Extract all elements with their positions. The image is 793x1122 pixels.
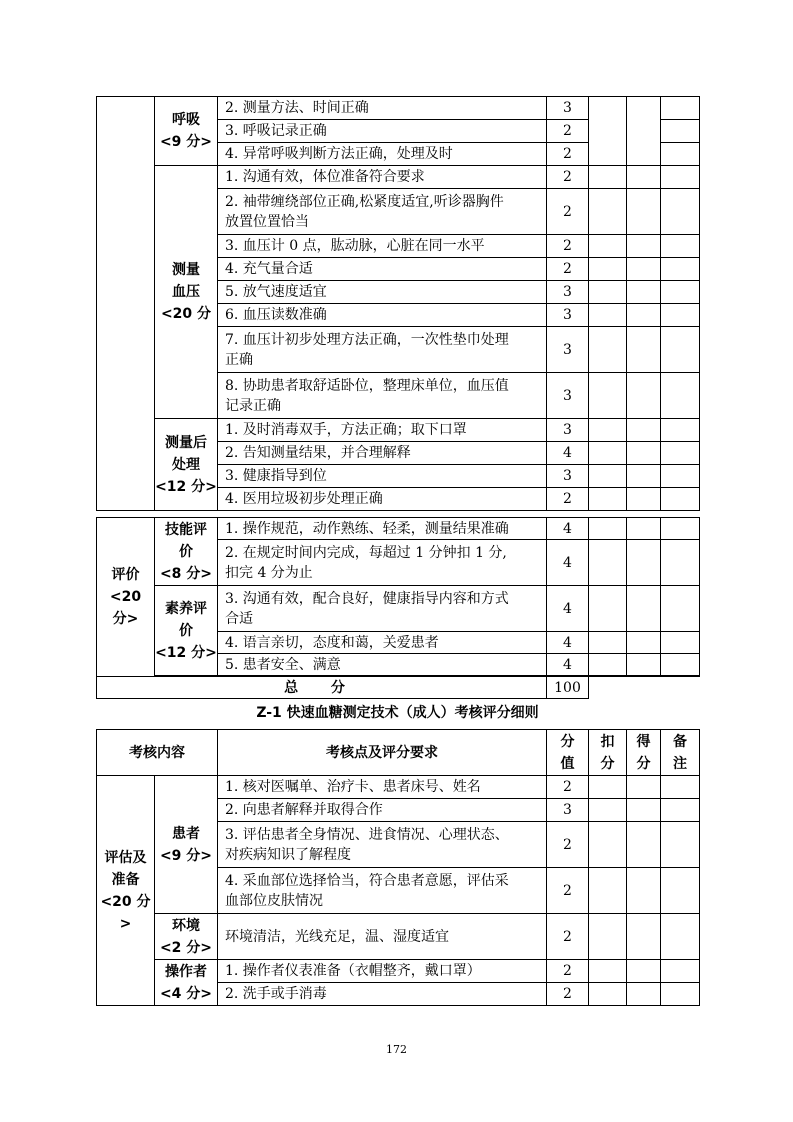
item-text: 5. 患者安全、满意 xyxy=(218,654,547,676)
category-breathing: 呼吸 <9 分> xyxy=(155,97,218,166)
item-text: 8. 协助患者取舒适卧位，整理床单位，血压值 记录正确 xyxy=(218,373,547,419)
deduct-cell[interactable] xyxy=(589,97,627,166)
total-label: 总 分 xyxy=(97,677,547,699)
header-deduct: 扣 分 xyxy=(589,730,627,776)
item-text: 4. 语言亲切，态度和蔼，关爱患者 xyxy=(218,632,547,654)
header-got: 得 分 xyxy=(627,730,661,776)
header-points: 考核点及评分要求 xyxy=(218,730,547,776)
table-row xyxy=(97,776,700,799)
note-cell[interactable] xyxy=(661,373,700,419)
category-post-measurement: 测量后 处理 <12 分> xyxy=(155,419,218,511)
deduct-cell[interactable] xyxy=(589,632,627,654)
item-text: 3. 沟通有效，配合良好，健康指导内容和方式 合适 xyxy=(218,586,547,632)
blood-glucose-scoring-table xyxy=(96,729,700,1006)
item-text: 环境清洁，光线充足，温、湿度适宜 xyxy=(218,914,547,960)
item-score: 2 xyxy=(547,189,589,235)
got-cell[interactable] xyxy=(627,518,661,540)
note-cell[interactable] xyxy=(661,540,700,586)
deduct-cell[interactable] xyxy=(589,189,627,235)
deduct-cell[interactable] xyxy=(589,373,627,419)
got-cell[interactable] xyxy=(627,799,661,822)
deduct-cell[interactable] xyxy=(589,518,627,540)
got-cell[interactable] xyxy=(627,776,661,799)
page-number: 172 xyxy=(386,1043,407,1056)
note-cell[interactable] xyxy=(661,983,700,1006)
evaluation-table xyxy=(96,517,700,699)
deduct-cell[interactable] xyxy=(589,281,627,304)
category-skill-evaluation: 技能评 价 <8 分> xyxy=(155,518,218,586)
table-row xyxy=(97,97,700,120)
got-cell[interactable] xyxy=(627,632,661,654)
note-cell[interactable] xyxy=(661,465,700,488)
note-cell[interactable] xyxy=(661,258,700,281)
note-cell[interactable] xyxy=(661,960,700,983)
deduct-cell[interactable] xyxy=(589,799,627,822)
note-cell[interactable] xyxy=(661,518,700,540)
item-score: 2 xyxy=(547,120,589,143)
note-cell[interactable] xyxy=(661,327,700,373)
item-text: 1. 操作者仪表准备（衣帽整齐，戴口罩） xyxy=(218,960,547,983)
section-title: Z-1 快速血糖测定技术（成人）考核评分细则 xyxy=(256,705,539,721)
deduct-cell[interactable] xyxy=(589,654,627,676)
got-cell[interactable] xyxy=(627,960,661,983)
item-text: 4. 医用垃圾初步处理正确 xyxy=(218,488,547,511)
item-score: 2 xyxy=(547,143,589,166)
header-value: 分 值 xyxy=(547,730,589,776)
note-cell[interactable] xyxy=(661,304,700,327)
table-row xyxy=(97,914,700,960)
got-cell[interactable] xyxy=(627,488,661,511)
got-cell[interactable] xyxy=(627,373,661,419)
deduct-cell[interactable] xyxy=(589,304,627,327)
category-evaluation: 评价 <20 分> xyxy=(97,518,155,677)
item-text: 3. 健康指导到位 xyxy=(218,465,547,488)
got-cell[interactable] xyxy=(627,97,661,166)
got-cell[interactable] xyxy=(627,983,661,1006)
header-row xyxy=(97,730,700,776)
item-score: 2 xyxy=(547,166,589,189)
deduct-cell[interactable] xyxy=(589,465,627,488)
item-score: 3 xyxy=(547,799,589,822)
note-cell[interactable] xyxy=(661,442,700,465)
category-assessment: 评估及 准备 <20 分> xyxy=(97,776,155,1006)
note-cell[interactable] xyxy=(661,914,700,960)
got-cell[interactable] xyxy=(627,586,661,632)
table-row xyxy=(97,960,700,983)
deduct-cell[interactable] xyxy=(589,258,627,281)
deduct-cell[interactable] xyxy=(589,488,627,511)
item-score: 3 xyxy=(547,373,589,419)
item-text: 6. 血压读数准确 xyxy=(218,304,547,327)
got-cell[interactable] xyxy=(627,189,661,235)
item-score: 3 xyxy=(547,304,589,327)
got-cell[interactable] xyxy=(627,442,661,465)
item-score: 2 xyxy=(547,868,589,914)
table-row xyxy=(97,518,700,540)
got-cell[interactable] xyxy=(627,304,661,327)
note-cell[interactable] xyxy=(661,419,700,442)
note-cell[interactable] xyxy=(661,189,700,235)
item-score: 3 xyxy=(547,419,589,442)
item-score: 3 xyxy=(547,327,589,373)
item-score: 4 xyxy=(547,632,589,654)
header-note: 备 注 xyxy=(661,730,700,776)
deduct-cell[interactable] xyxy=(589,914,627,960)
item-text: 1. 操作规范，动作熟练、轻柔，测量结果准确 xyxy=(218,518,547,540)
got-cell[interactable] xyxy=(627,465,661,488)
deduct-cell[interactable] xyxy=(589,327,627,373)
table-row xyxy=(97,419,700,442)
note-cell[interactable] xyxy=(661,586,700,632)
got-cell[interactable] xyxy=(627,822,661,868)
blank-category-cell xyxy=(97,97,155,511)
note-cell[interactable] xyxy=(661,822,700,868)
note-cell[interactable] xyxy=(661,281,700,304)
deduct-cell[interactable] xyxy=(589,540,627,586)
item-text: 2. 在规定时间内完成，每超过 1 分钟扣 1 分, 扣完 4 分为止 xyxy=(218,540,547,586)
deduct-cell[interactable] xyxy=(589,235,627,258)
item-text: 5. 放气速度适宜 xyxy=(218,281,547,304)
item-text: 2. 告知测量结果，并合理解释 xyxy=(218,442,547,465)
item-text: 1. 核对医嘱单、治疗卡、患者床号、姓名 xyxy=(218,776,547,799)
note-cell[interactable] xyxy=(661,488,700,511)
category-environment: 环境 <2 分> xyxy=(155,914,218,960)
item-score: 2 xyxy=(547,235,589,258)
item-score: 3 xyxy=(547,97,589,120)
total-score: 100 xyxy=(547,677,589,699)
item-score: 2 xyxy=(547,822,589,868)
deduct-cell[interactable] xyxy=(589,960,627,983)
note-cell[interactable] xyxy=(661,799,700,822)
item-score: 2 xyxy=(547,488,589,511)
note-cell[interactable] xyxy=(661,235,700,258)
note-cell[interactable] xyxy=(661,654,700,676)
deduct-cell[interactable] xyxy=(589,983,627,1006)
item-text: 4. 充气量合适 xyxy=(218,258,547,281)
note-cell[interactable] xyxy=(661,632,700,654)
item-score: 2 xyxy=(547,914,589,960)
deduct-cell[interactable] xyxy=(589,822,627,868)
got-cell[interactable] xyxy=(627,419,661,442)
note-cell[interactable] xyxy=(661,776,700,799)
item-text: 2. 袖带缠绕部位正确,松紧度适宜,听诊器胸件 放置位置恰当 xyxy=(218,189,547,235)
note-cell[interactable] xyxy=(661,868,700,914)
item-score: 3 xyxy=(547,281,589,304)
item-text: 4. 采血部位选择恰当，符合患者意愿，评估采 血部位皮肤情况 xyxy=(218,868,547,914)
category-patient: 患者 <9 分> xyxy=(155,776,218,914)
item-score: 4 xyxy=(547,518,589,540)
deduct-cell[interactable] xyxy=(589,776,627,799)
got-cell[interactable] xyxy=(627,166,661,189)
deduct-cell[interactable] xyxy=(589,586,627,632)
item-text: 2. 测量方法、时间正确 xyxy=(218,97,547,120)
got-cell[interactable] xyxy=(627,914,661,960)
table-row xyxy=(97,586,700,632)
deduct-cell[interactable] xyxy=(589,166,627,189)
note-cell[interactable] xyxy=(661,166,700,189)
item-score: 4 xyxy=(547,586,589,632)
got-cell[interactable] xyxy=(627,235,661,258)
note-cell[interactable] xyxy=(661,143,700,166)
deduct-cell[interactable] xyxy=(589,419,627,442)
item-text: 1. 沟通有效，体位准备符合要求 xyxy=(218,166,547,189)
got-cell[interactable] xyxy=(627,327,661,373)
item-text: 3. 血压计 0 点，肱动脉，心脏在同一水平 xyxy=(218,235,547,258)
category-literacy-evaluation: 素养评 价 <12 分> xyxy=(155,586,218,676)
item-text: 3. 评估患者全身情况、进食情况、心理状态、 对疾病知识了解程度 xyxy=(218,822,547,868)
item-score: 4 xyxy=(547,654,589,676)
item-score: 3 xyxy=(547,465,589,488)
deduct-cell[interactable] xyxy=(589,868,627,914)
got-cell[interactable] xyxy=(627,258,661,281)
item-text: 2. 洗手或手消毒 xyxy=(218,983,547,1006)
note-cell[interactable] xyxy=(661,120,700,143)
table-row xyxy=(97,166,700,189)
got-cell[interactable] xyxy=(627,540,661,586)
got-cell[interactable] xyxy=(627,654,661,676)
item-score: 4 xyxy=(547,540,589,586)
total-blank xyxy=(589,677,700,699)
item-text: 2. 向患者解释并取得合作 xyxy=(218,799,547,822)
got-cell[interactable] xyxy=(627,868,661,914)
got-cell[interactable] xyxy=(627,281,661,304)
total-row xyxy=(97,677,700,699)
item-score: 2 xyxy=(547,983,589,1006)
scoring-table-continued xyxy=(96,96,700,511)
header-content: 考核内容 xyxy=(97,730,218,776)
item-text: 3. 呼吸记录正确 xyxy=(218,120,547,143)
item-score: 2 xyxy=(547,960,589,983)
item-score: 2 xyxy=(547,258,589,281)
item-text: 1. 及时消毒双手，方法正确；取下口罩 xyxy=(218,419,547,442)
category-blood-pressure: 测量 血压 <20 分 xyxy=(155,166,218,419)
item-text: 7. 血压计初步处理方法正确，一次性垫巾处理 正确 xyxy=(218,327,547,373)
item-score: 4 xyxy=(547,442,589,465)
category-operator: 操作者 <4 分> xyxy=(155,960,218,1006)
deduct-cell[interactable] xyxy=(589,442,627,465)
item-score: 2 xyxy=(547,776,589,799)
note-cell[interactable] xyxy=(661,97,700,120)
item-text: 4. 异常呼吸判断方法正确，处理及时 xyxy=(218,143,547,166)
